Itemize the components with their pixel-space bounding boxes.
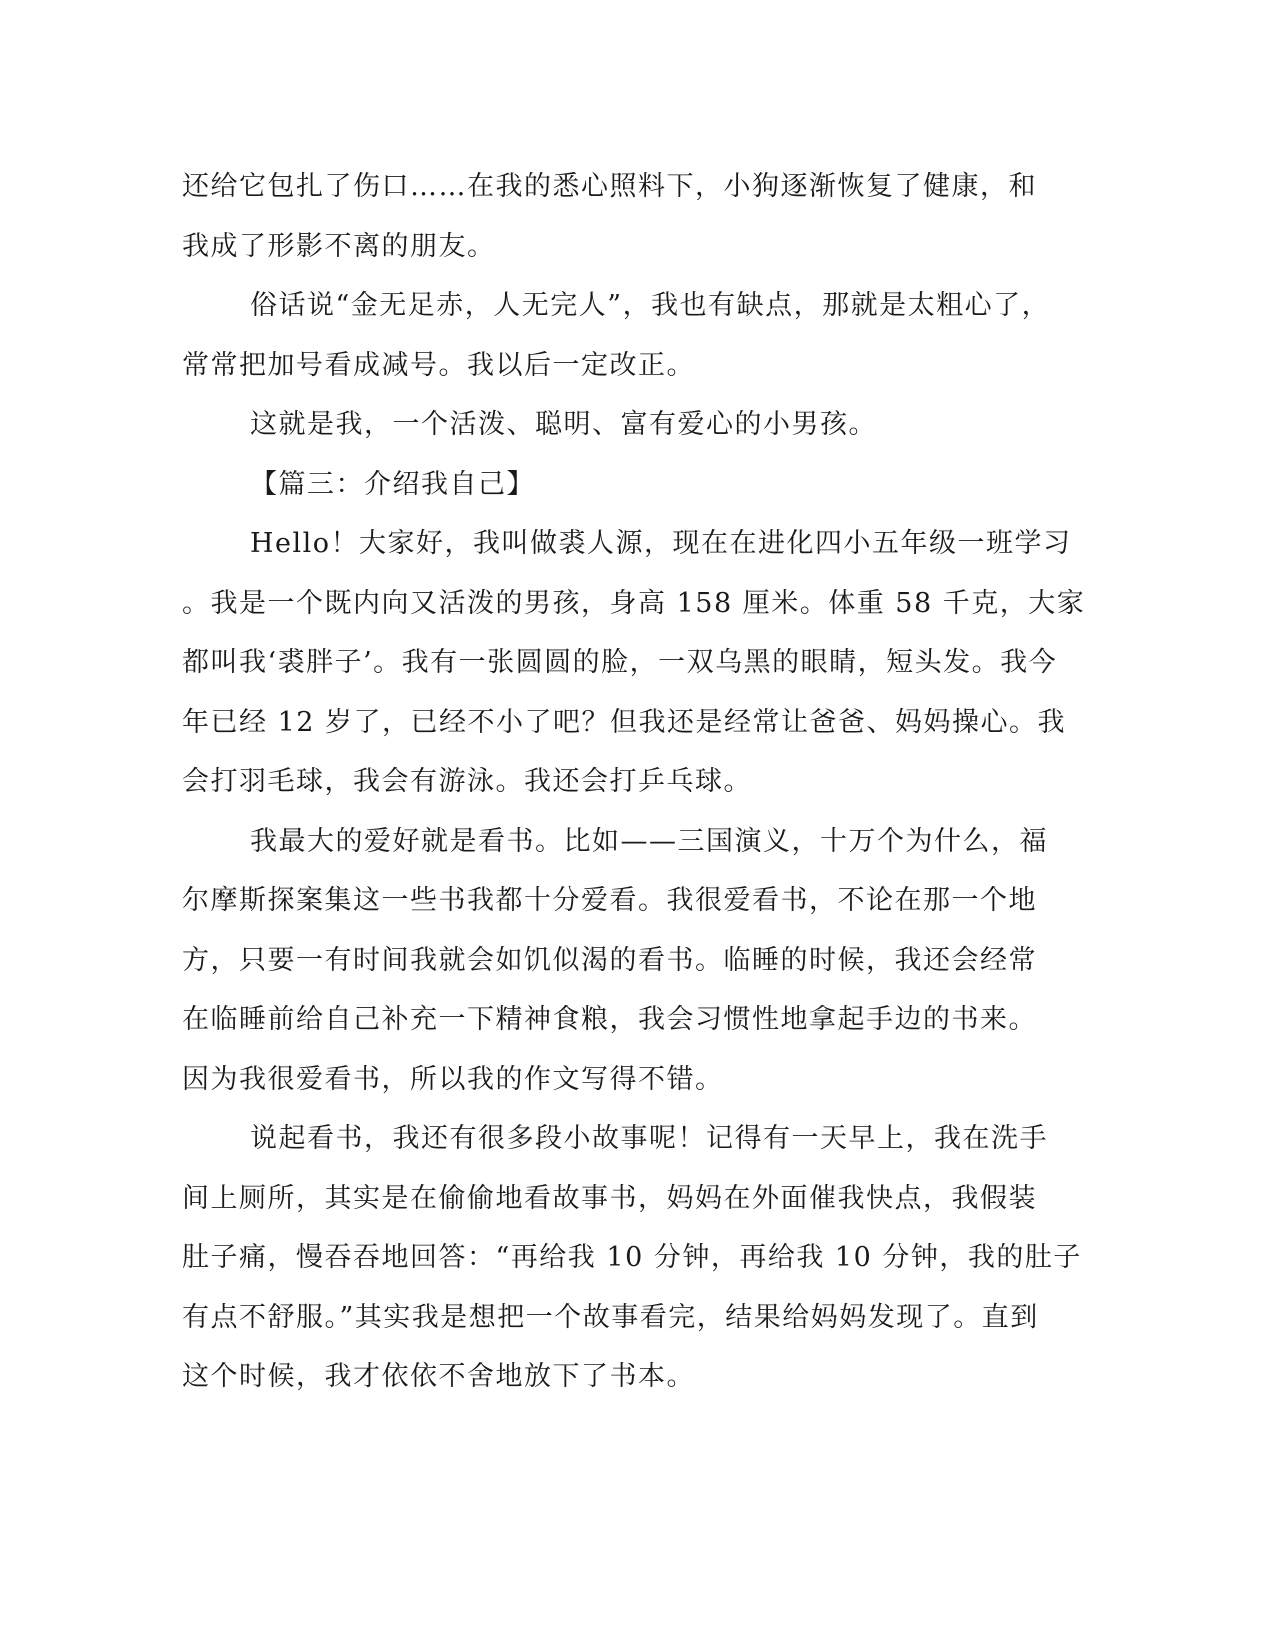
paragraph — [182, 812, 1048, 1110]
text-line: 。我是一个既内向又活泼的男孩，身高 158 厘米。体重 58 千克，大家 — [182, 587, 1086, 619]
text-line: 俗话说“金无足赤，人无完人”，我也有缺点，那就是太粗心了， — [250, 290, 1051, 321]
paragraph — [182, 1109, 1082, 1407]
text-line: Hello！大家好，我叫做裘人源，现在在进化四小五年级一班学习 — [250, 528, 1072, 559]
text-line: 还给它包扎了伤口……在我的悉心照料下，小狗逐渐恢复了健康，和 — [182, 171, 1037, 202]
text-line: 有点不舒服。”其实我是想把一个故事看完，结果给妈妈发现了。直到 — [182, 1301, 1039, 1333]
text-line: 这就是我，一个活泼、聪明、富有爱心的小男孩。 — [250, 409, 877, 440]
paragraph — [182, 157, 1042, 276]
section-heading — [182, 455, 1042, 515]
text-line: 我成了形影不离的朋友。 — [182, 230, 496, 262]
text-line: 说起看书，我还有很多段小故事呢！记得有一天早上，我在洗手 — [250, 1123, 1048, 1154]
paragraph — [182, 395, 1042, 455]
text-line: 在临睡前给自己补充一下精神食粮，我会习惯性地拿起手边的书来。 — [182, 1004, 1037, 1035]
document-body — [182, 157, 1086, 1407]
text-line: 尔摩斯探案集这一些书我都十分爱看。我很爱看书，不论在那一个地 — [182, 885, 1037, 916]
text-line: 会打羽毛球，我会有游泳。我还会打乒乓球。 — [182, 766, 752, 797]
text-line: 肚子痛，慢吞吞地回答：“再给我 10 分钟，再给我 10 分钟，我的肚子 — [182, 1242, 1082, 1273]
text-line: 常常把加号看成减号。我以后一定改正。 — [182, 349, 695, 381]
text-line: 因为我很爱看书，所以我的作文写得不错。 — [182, 1063, 724, 1095]
text-line: 年已经 12 岁了，已经不小了吧？但我还是经常让爸爸、妈妈操心。我 — [182, 706, 1067, 738]
paragraph — [182, 276, 1051, 395]
text-line: 都叫我‘裘胖子’。我有一张圆圆的脸，一双乌黑的眼睛，短头发。我今 — [182, 647, 1058, 678]
text-line: 我最大的爱好就是看书。比如——三国演义，十万个为什么，福 — [250, 825, 1048, 857]
text-line: 方，只要一有时间我就会如饥似渴的看书。临睡的时候，我还会经常 — [182, 944, 1037, 976]
text-line: 间上厕所，其实是在偷偷地看故事书，妈妈在外面催我快点，我假装 — [182, 1182, 1037, 1214]
paragraph — [182, 514, 1086, 812]
text-line: 【篇三：介绍我自己】 — [250, 468, 535, 500]
text-line: 这个时候，我才依依不舍地放下了书本。 — [182, 1361, 695, 1392]
